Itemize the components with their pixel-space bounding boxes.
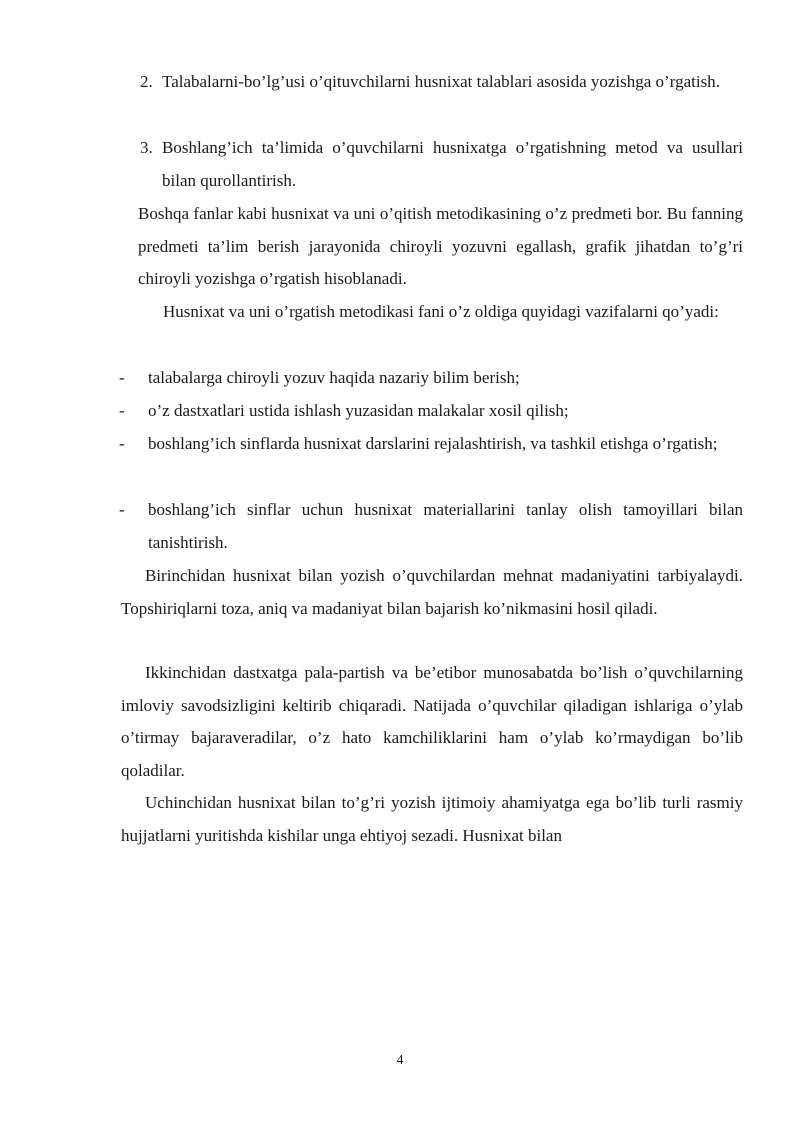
list-item-text: talabalarga chiroyli yozuv haqida nazariy bilim berish; [148,368,520,387]
dash-list-item [119,362,743,395]
numbered-list-item [140,132,743,197]
paragraph-third: Uchinchidan husnixat bilan to’g’ri yozish ijtimoiy ahamiyatga ega bo’lib turli rasmiy hujjatlarni yuritishda kishilar unga ehtiyoj sezadi. Husnixat bilan [121,793,743,845]
list-item-text: o’z dastxatlari ustida ishlash yuzasidan malakalar xosil qilish; [148,401,569,420]
dash-list-item [119,395,743,428]
list-number: 3. [140,138,153,157]
page-number: 4 [396,1053,404,1068]
dash-bullet: - [119,500,125,519]
dash-bullet: - [119,368,125,387]
list-number: 2. [140,72,153,91]
list-item-text: Talabalarni-bo’lg’usi o’qituvchilarni husnixat talablari asosida yozishga o’rgatish. [162,72,720,91]
numbered-list-item [140,66,743,99]
list-item-text: boshlang’ich sinflarda husnixat darslarini rejalashtirish, va tashkil etishga o’rgatish; [148,434,718,453]
dash-bullet: - [119,401,125,420]
list-item-text: boshlang’ich sinflar uchun husnixat materiallarini tanlay olish tamoyillari bilan tanishtirish. [148,500,743,552]
paragraph-first: Birinchidan husnixat bilan yozish o’quvchilardan mehnat madaniyatini tarbiyalaydi. Topshiriqlarni toza, aniq va madaniyat bilan bajarish ko’nikmasini hosil qiladi. [121,566,743,618]
paragraph-second: Ikkinchidan dastxatga pala-partish va be’etibor munosabatda bo’lish o’quvchilarning imloviy savodsizligini keltirib chiqaradi. Natijada o’quvchilar qiladigan ishlariga o’ylab o’tirmay bajaraveradilar, o’z hato kamchiliklarini ham o’ylab ko’rmaydigan bo’lib qoladilar. [121,663,743,781]
dash-list-item [119,428,743,461]
dash-bullet: - [119,434,125,453]
paragraph-tasks-intro: Husnixat va uni o’rgatish metodikasi fani o’z oldiga quyidagi vazifalarni qo’yadi: [163,302,719,321]
list-item-text: Boshlang’ich ta’limida o’quvchilarni husnixatga o’rgatishning metod va usullari bilan qurollantirish. [162,138,743,190]
dash-list-item [119,494,743,559]
paragraph-subject: Boshqa fanlar kabi husnixat va uni o’qitish metodikasining o’z predmeti bor. Bu fanning predmeti ta’lim berish jarayonida chiroyli yozuvni egallash, grafik jihatdan to’g’ri chiroyli yozishga o’rgatish hisoblanadi. [138,204,743,289]
